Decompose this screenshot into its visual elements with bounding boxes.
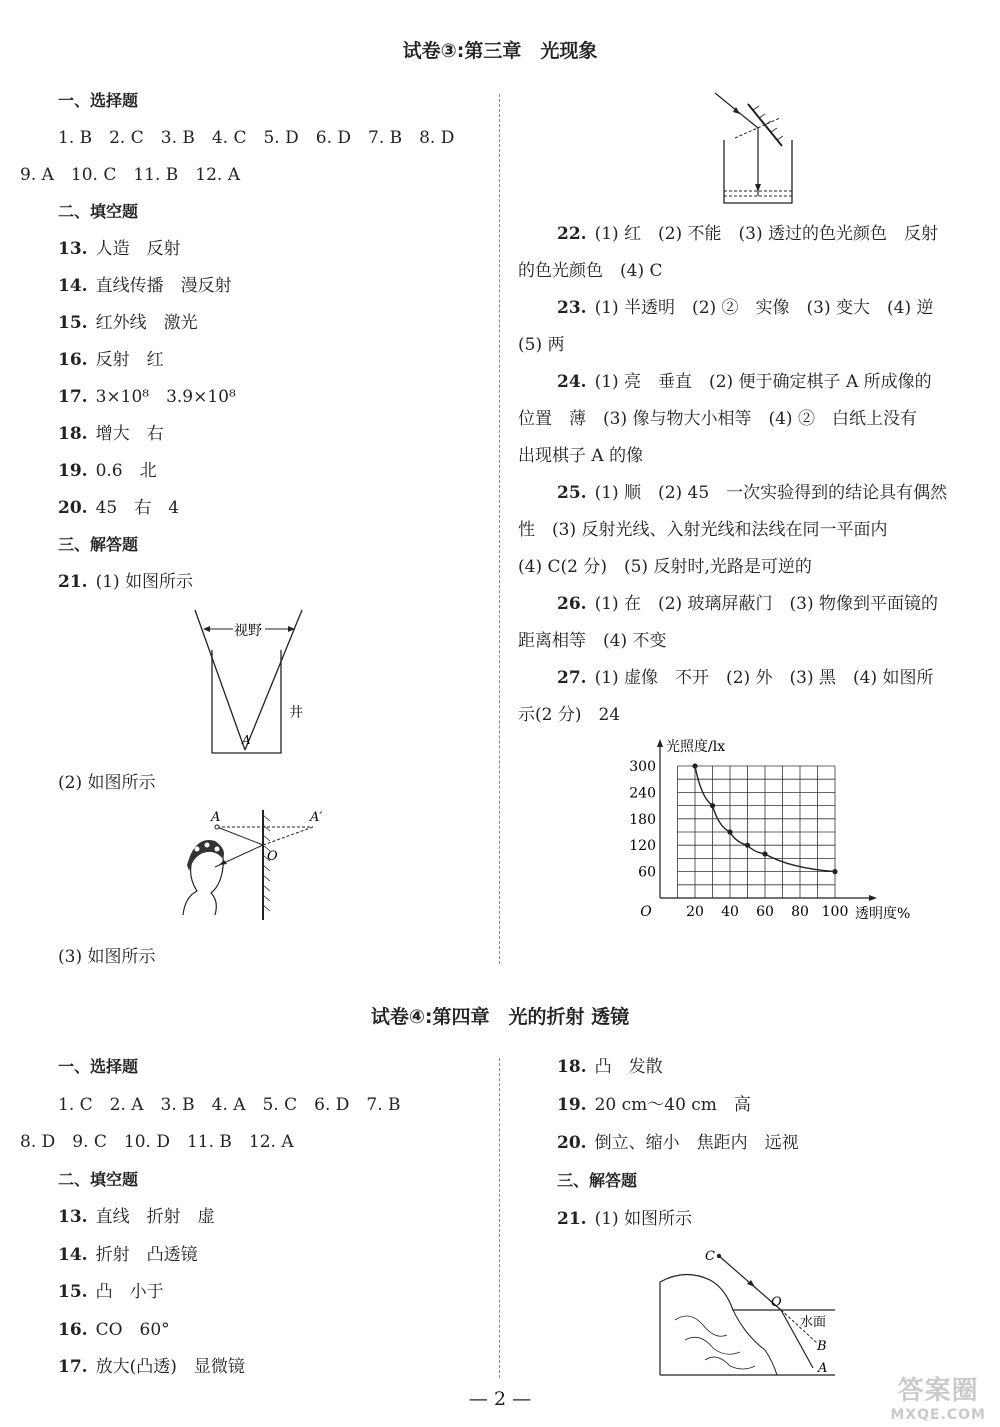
incident-ray xyxy=(217,827,263,845)
question-number: 15. xyxy=(58,1282,88,1302)
well-label-view: 视野 xyxy=(234,623,262,639)
refraction-figure xyxy=(655,1240,840,1380)
answer-line xyxy=(557,667,934,689)
section-heading: 三、解答题 xyxy=(58,535,139,554)
answer-text: 3×10⁸ 3.9×10⁸ xyxy=(95,387,236,407)
question-number: 18. xyxy=(58,424,88,444)
answer-continuation: 出现棋子 A 的像 xyxy=(518,446,644,466)
answer-line xyxy=(58,238,181,260)
question-number: 16. xyxy=(58,350,88,370)
origin-label: O xyxy=(640,904,652,920)
chart-grid xyxy=(678,766,836,898)
answer-continuation: 的色光颜色 (4) C xyxy=(518,261,663,281)
answer-continuation: 位置 薄 (3) 像与物大小相等 (4) ② 白纸上没有 xyxy=(518,409,917,429)
page-number: — 2 — xyxy=(468,1388,532,1410)
answer-line xyxy=(557,593,938,615)
answer-line xyxy=(58,1206,215,1228)
paper4-title: 试卷④:第四章 光的折射 透镜 xyxy=(370,1006,630,1028)
question-number: 13. xyxy=(58,239,88,259)
question-number: 19. xyxy=(557,1095,587,1115)
y-tick-label: 300 xyxy=(629,759,656,775)
answer-text: 折射 凸透镜 xyxy=(95,1244,198,1265)
answer-text: 直线传播 漫反射 xyxy=(95,276,232,296)
beaker-figure xyxy=(700,88,810,213)
well-label-a: A xyxy=(242,733,251,747)
virtual-ray xyxy=(263,827,313,845)
choice-answers: 9. A 10. C 11. B 12. A xyxy=(20,165,240,185)
question-number: 16. xyxy=(58,1319,88,1340)
question-number: 19. xyxy=(58,461,88,481)
answer-line xyxy=(58,460,157,482)
answer-line xyxy=(557,482,947,504)
chart-axes xyxy=(629,738,910,922)
y-tick-label: 180 xyxy=(629,811,656,828)
question-number: 21. xyxy=(58,572,88,592)
section-heading: 三、解答题 xyxy=(557,1171,638,1190)
choice-answers: 8. D 9. C 10. D 11. B 12. A xyxy=(20,1132,294,1152)
question-number: 20. xyxy=(557,1133,587,1153)
mirror-label-a-prime: A′ xyxy=(310,810,323,825)
column-divider xyxy=(499,94,500,964)
answer-text: 人造 反射 xyxy=(95,239,181,259)
answer-text: (1) 亮 垂直 (2) 便于确定棋子 A 所成像的 xyxy=(594,372,932,392)
answer-line xyxy=(58,1319,170,1341)
answer-text: 20 cm～40 cm 高 xyxy=(594,1095,751,1115)
answer-continuation: 示(2 分) 24 xyxy=(518,705,621,725)
illuminance-chart xyxy=(615,735,911,925)
x-tick-label: 80 xyxy=(791,904,809,920)
answer-line xyxy=(58,423,164,445)
answer-text: 增大 右 xyxy=(95,424,164,444)
answer-line xyxy=(58,571,193,593)
answer-text: (1) 如图所示 xyxy=(95,572,194,592)
rock-line-3 xyxy=(705,1357,755,1369)
answer-text: 放大(凸透) 显微镜 xyxy=(95,1357,245,1377)
data-point xyxy=(710,803,715,808)
question-number: 20. xyxy=(58,498,88,518)
y-tick-label: 240 xyxy=(629,785,656,802)
question-number: 21. xyxy=(557,1209,587,1229)
answer-line xyxy=(58,349,164,371)
q21-2-label: (2) 如图所示 xyxy=(58,773,156,793)
answer-line xyxy=(58,1281,164,1303)
answer-line xyxy=(557,1132,799,1154)
y-tick-label: 60 xyxy=(638,864,656,881)
data-point xyxy=(745,843,750,848)
section-heading: 二、填空题 xyxy=(58,1169,139,1189)
x-axis-title: 透明度% xyxy=(855,906,911,922)
answer-text: 红外线 激光 xyxy=(95,313,198,333)
y-tick-label: 120 xyxy=(629,838,656,855)
question-number: 26. xyxy=(557,594,587,614)
question-number: 24. xyxy=(557,372,587,392)
watermark-line-2: MXQE.COM xyxy=(890,1407,986,1423)
y-axis-title: 光照度/lx xyxy=(666,739,726,755)
question-number: 23. xyxy=(557,298,587,318)
refr-label-a: A xyxy=(818,1361,828,1376)
refr-label-c: C xyxy=(705,1249,715,1264)
answer-line xyxy=(58,1356,245,1378)
answer-text: 凸 发散 xyxy=(594,1057,663,1077)
question-number: 27. xyxy=(557,668,587,688)
x-axis-arrow xyxy=(869,895,877,901)
answer-text: (1) 如图所示 xyxy=(594,1209,693,1229)
answer-line xyxy=(58,497,179,519)
answer-continuation: 距离相等 (4) 不变 xyxy=(518,631,667,651)
answer-text: (1) 在 (2) 玻璃屏蔽门 (3) 物像到平面镜的 xyxy=(594,594,939,614)
refr-label-o: O xyxy=(771,1295,782,1310)
answer-line xyxy=(58,386,236,408)
answer-line xyxy=(58,275,232,297)
mirror-label-o: O xyxy=(267,849,278,864)
answer-text: 倒立、缩小 焦距内 远视 xyxy=(594,1133,799,1153)
well-figure xyxy=(185,605,315,765)
answer-line xyxy=(557,1056,663,1078)
rock-line-1 xyxy=(675,1316,727,1336)
answer-text: 凸 小于 xyxy=(95,1282,164,1302)
answer-text: (1) 虚像 不开 (2) 外 (3) 黑 (4) 如图所 xyxy=(594,668,934,688)
section-heading: 一、选择题 xyxy=(58,1057,139,1076)
point-a xyxy=(215,825,219,829)
data-point xyxy=(762,851,767,856)
question-number: 15. xyxy=(58,313,88,333)
column-divider-2 xyxy=(499,1058,500,1378)
watermark xyxy=(890,1370,986,1423)
question-number: 14. xyxy=(58,276,88,296)
question-number: 22. xyxy=(557,224,587,244)
mirror-figure xyxy=(175,805,335,925)
x-tick-label: 40 xyxy=(721,904,739,920)
question-number: 18. xyxy=(557,1057,587,1077)
well-label-well: 井 xyxy=(289,705,303,721)
choice-answers: 1. C 2. A 3. B 4. A 5. C 6. D 7. B xyxy=(58,1094,401,1115)
question-number: 13. xyxy=(58,1207,88,1227)
answer-continuation: 性 (3) 反射光线、入射光线和法线在同一平面内 xyxy=(518,520,888,540)
section-heading: 一、选择题 xyxy=(58,91,139,110)
data-point xyxy=(692,763,697,768)
answer-line xyxy=(557,297,934,319)
answer-text: (1) 红 (2) 不能 (3) 透过的色光颜色 反射 xyxy=(594,224,939,244)
question-number: 17. xyxy=(58,387,88,407)
answer-text: 45 右 4 xyxy=(95,498,180,518)
question-number: 25. xyxy=(557,483,587,503)
question-number: 14. xyxy=(58,1244,88,1265)
choice-answers: 1. B 2. C 3. B 4. C 5. D 6. D 7. B 8. D xyxy=(58,128,455,148)
answer-text: (1) 顺 (2) 45 一次实验得到的结论具有偶然 xyxy=(594,483,948,503)
answer-text: CO 60° xyxy=(95,1319,170,1340)
data-point xyxy=(727,829,732,834)
answer-text: (1) 半透明 (2) ② 实像 (3) 变大 (4) 逆 xyxy=(594,298,934,318)
answer-continuation: (5) 两 xyxy=(518,335,565,355)
answer-text: 直线 折射 虚 xyxy=(95,1207,215,1227)
q21-3-label: (3) 如图所示 xyxy=(58,947,156,967)
data-point xyxy=(832,869,837,874)
question-number: 17. xyxy=(58,1357,88,1377)
answer-text: 反射 红 xyxy=(95,350,164,370)
x-tick-label: 60 xyxy=(756,904,774,920)
section-heading: 二、填空题 xyxy=(58,202,139,221)
answer-line xyxy=(58,312,198,334)
answer-line xyxy=(557,1208,692,1230)
y-axis-arrow xyxy=(657,739,663,747)
answer-text: 0.6 北 xyxy=(95,461,157,481)
paper3-title: 试卷③:第三章 光现象 xyxy=(402,40,598,62)
answer-line xyxy=(58,1244,198,1266)
arrowhead-left xyxy=(203,626,210,632)
refr-label-water: 水面 xyxy=(800,1315,827,1330)
x-tick-label: 100 xyxy=(821,904,849,920)
rock-line-2 xyxy=(685,1337,740,1354)
answer-line xyxy=(557,1094,751,1116)
mirror-label-a: A xyxy=(211,810,221,825)
person-head-drawing xyxy=(183,840,224,915)
refr-label-b: B xyxy=(817,1339,827,1354)
bank-slope xyxy=(733,1310,777,1375)
x-tick-label: 20 xyxy=(686,904,704,920)
watermark-line-1: 答案圈 xyxy=(897,1376,979,1406)
answer-continuation: (4) C(2 分) (5) 反射时,光路是可逆的 xyxy=(518,557,812,577)
answer-line xyxy=(557,223,938,245)
answer-line xyxy=(557,371,932,393)
